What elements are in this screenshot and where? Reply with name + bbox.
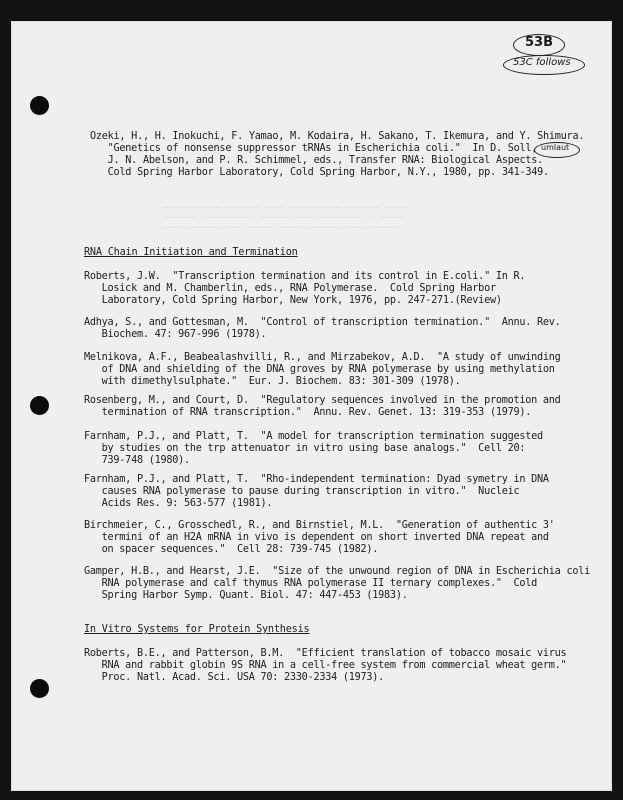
citation-line: "Genetics of nonsense suppressor tRNAs in Escherichia coli." In D. Soll,	[90, 143, 538, 154]
binder-hole-top	[30, 96, 49, 115]
citation-line: Losick and M. Chamberlin, eds., RNA Polymerase. Cold Spring Harbor	[84, 283, 496, 294]
section-heading: RNA Chain Initiation and Termination	[84, 247, 298, 258]
citation-line: Adhya, S., and Gottesman, M. "Control of transcription termination." Annu. Rev.	[84, 317, 561, 328]
section-heading: In Vitro Systems for Protein Synthesis	[84, 624, 310, 635]
citation-line: termination of RNA transcription." Annu. Rev. Genet. 13: 319-353 (1979).	[84, 407, 532, 418]
citation-line: Biochem. 47: 967-996 (1978).	[84, 329, 267, 340]
citation-line: Birchmeier, C., Grosschedl, R., and Birnstiel, M.L. "Generation of authentic 3'	[84, 520, 555, 531]
citation-line: by studies on the trp attenuator in vitro using base analogs." Cell 20:	[84, 443, 526, 454]
citation-line: Roberts, B.E., and Patterson, B.M. "Efficient translation of tobacco mosaic virus	[84, 648, 567, 659]
citation-line: Farnham, P.J., and Platt, T. "A model for transcription termination suggested	[84, 431, 543, 442]
follows-note-annotation: 53C follows	[513, 57, 571, 68]
citation-line: RNA and rabbit globin 9S RNA in a cell-free system from commercial wheat germ."	[84, 660, 567, 671]
citation-line: Spring Harbor Symp. Quant. Biol. 47: 447-453 (1983).	[84, 590, 408, 601]
citation-line: Rosenberg, M., and Court, D. "Regulatory sequences involved in the promotion and	[84, 395, 561, 406]
citation-line: 739-748 (1980).	[84, 455, 190, 466]
citation-line: J. N. Abelson, and P. R. Schimmel, eds., Transfer RNA: Biological Aspects.	[90, 155, 544, 166]
binder-hole-bottom	[30, 679, 49, 698]
binder-hole-middle	[30, 396, 49, 415]
citation-line: on spacer sequences." Cell 28: 739-745 (1982).	[84, 544, 379, 555]
citation-line: Acids Res. 9: 563-577 (1981).	[84, 498, 273, 509]
citation-line: causes RNA polymerase to pause during transcription in vitro." Nucleic	[84, 486, 520, 497]
citation-line: of DNA and shielding of the DNA groves by RNA polymerase by using methylation	[84, 364, 555, 375]
citation-line: termini of an H2A mRNA in vivo is dependent on short inverted DNA repeat and	[84, 532, 549, 543]
page-number-annotation: 53B	[525, 35, 553, 50]
citation-line: Proc. Natl. Acad. Sci. USA 70: 2330-2334 (1973).	[84, 672, 385, 683]
citation-line: Farnham, P.J., and Platt, T. "Rho-independent termination: Dyad symetry in DNA	[84, 474, 549, 485]
umlaut-note-annotation: umlaut	[541, 143, 570, 152]
citation-line: with dimethylsulphate." Eur. J. Biochem. 83: 301-309 (1978).	[84, 376, 461, 387]
citation-line: Laboratory, Cold Spring Harbor, New York, 1976, pp. 247-271.(Review)	[84, 295, 502, 306]
document-page	[11, 21, 612, 791]
bleed-through-text: ──────────── ─────── ──── ─────────── ─────── ───── ─────── ─────────── ────── ──── ───────── ── ───── ──── ─────── ─── ────── ───── ─────── ──── ──────	[163, 203, 409, 232]
citation-line: Roberts, J.W. "Transcription termination and its control in E.coli." In R.	[84, 271, 526, 282]
citation-line: Cold Spring Harbor Laboratory, Cold Spring Harbor, N.Y., 1980, pp. 341-349.	[90, 167, 549, 178]
citation-line: Melnikova, A.F., Beabealashvilli, R., and Mirzabekov, A.D. "A study of unwinding	[84, 352, 561, 363]
citation-line: Gamper, H.B., and Hearst, J.E. "Size of the unwound region of DNA in Escherichia coli	[84, 566, 590, 577]
citation-line: RNA polymerase and calf thymus RNA polymerase II ternary complexes." Cold	[84, 578, 538, 589]
citation-line: Ozeki, H., H. Inokuchi, F. Yamao, M. Kodaira, H. Sakano, T. Ikemura, and Y. Shimura.	[90, 131, 585, 142]
